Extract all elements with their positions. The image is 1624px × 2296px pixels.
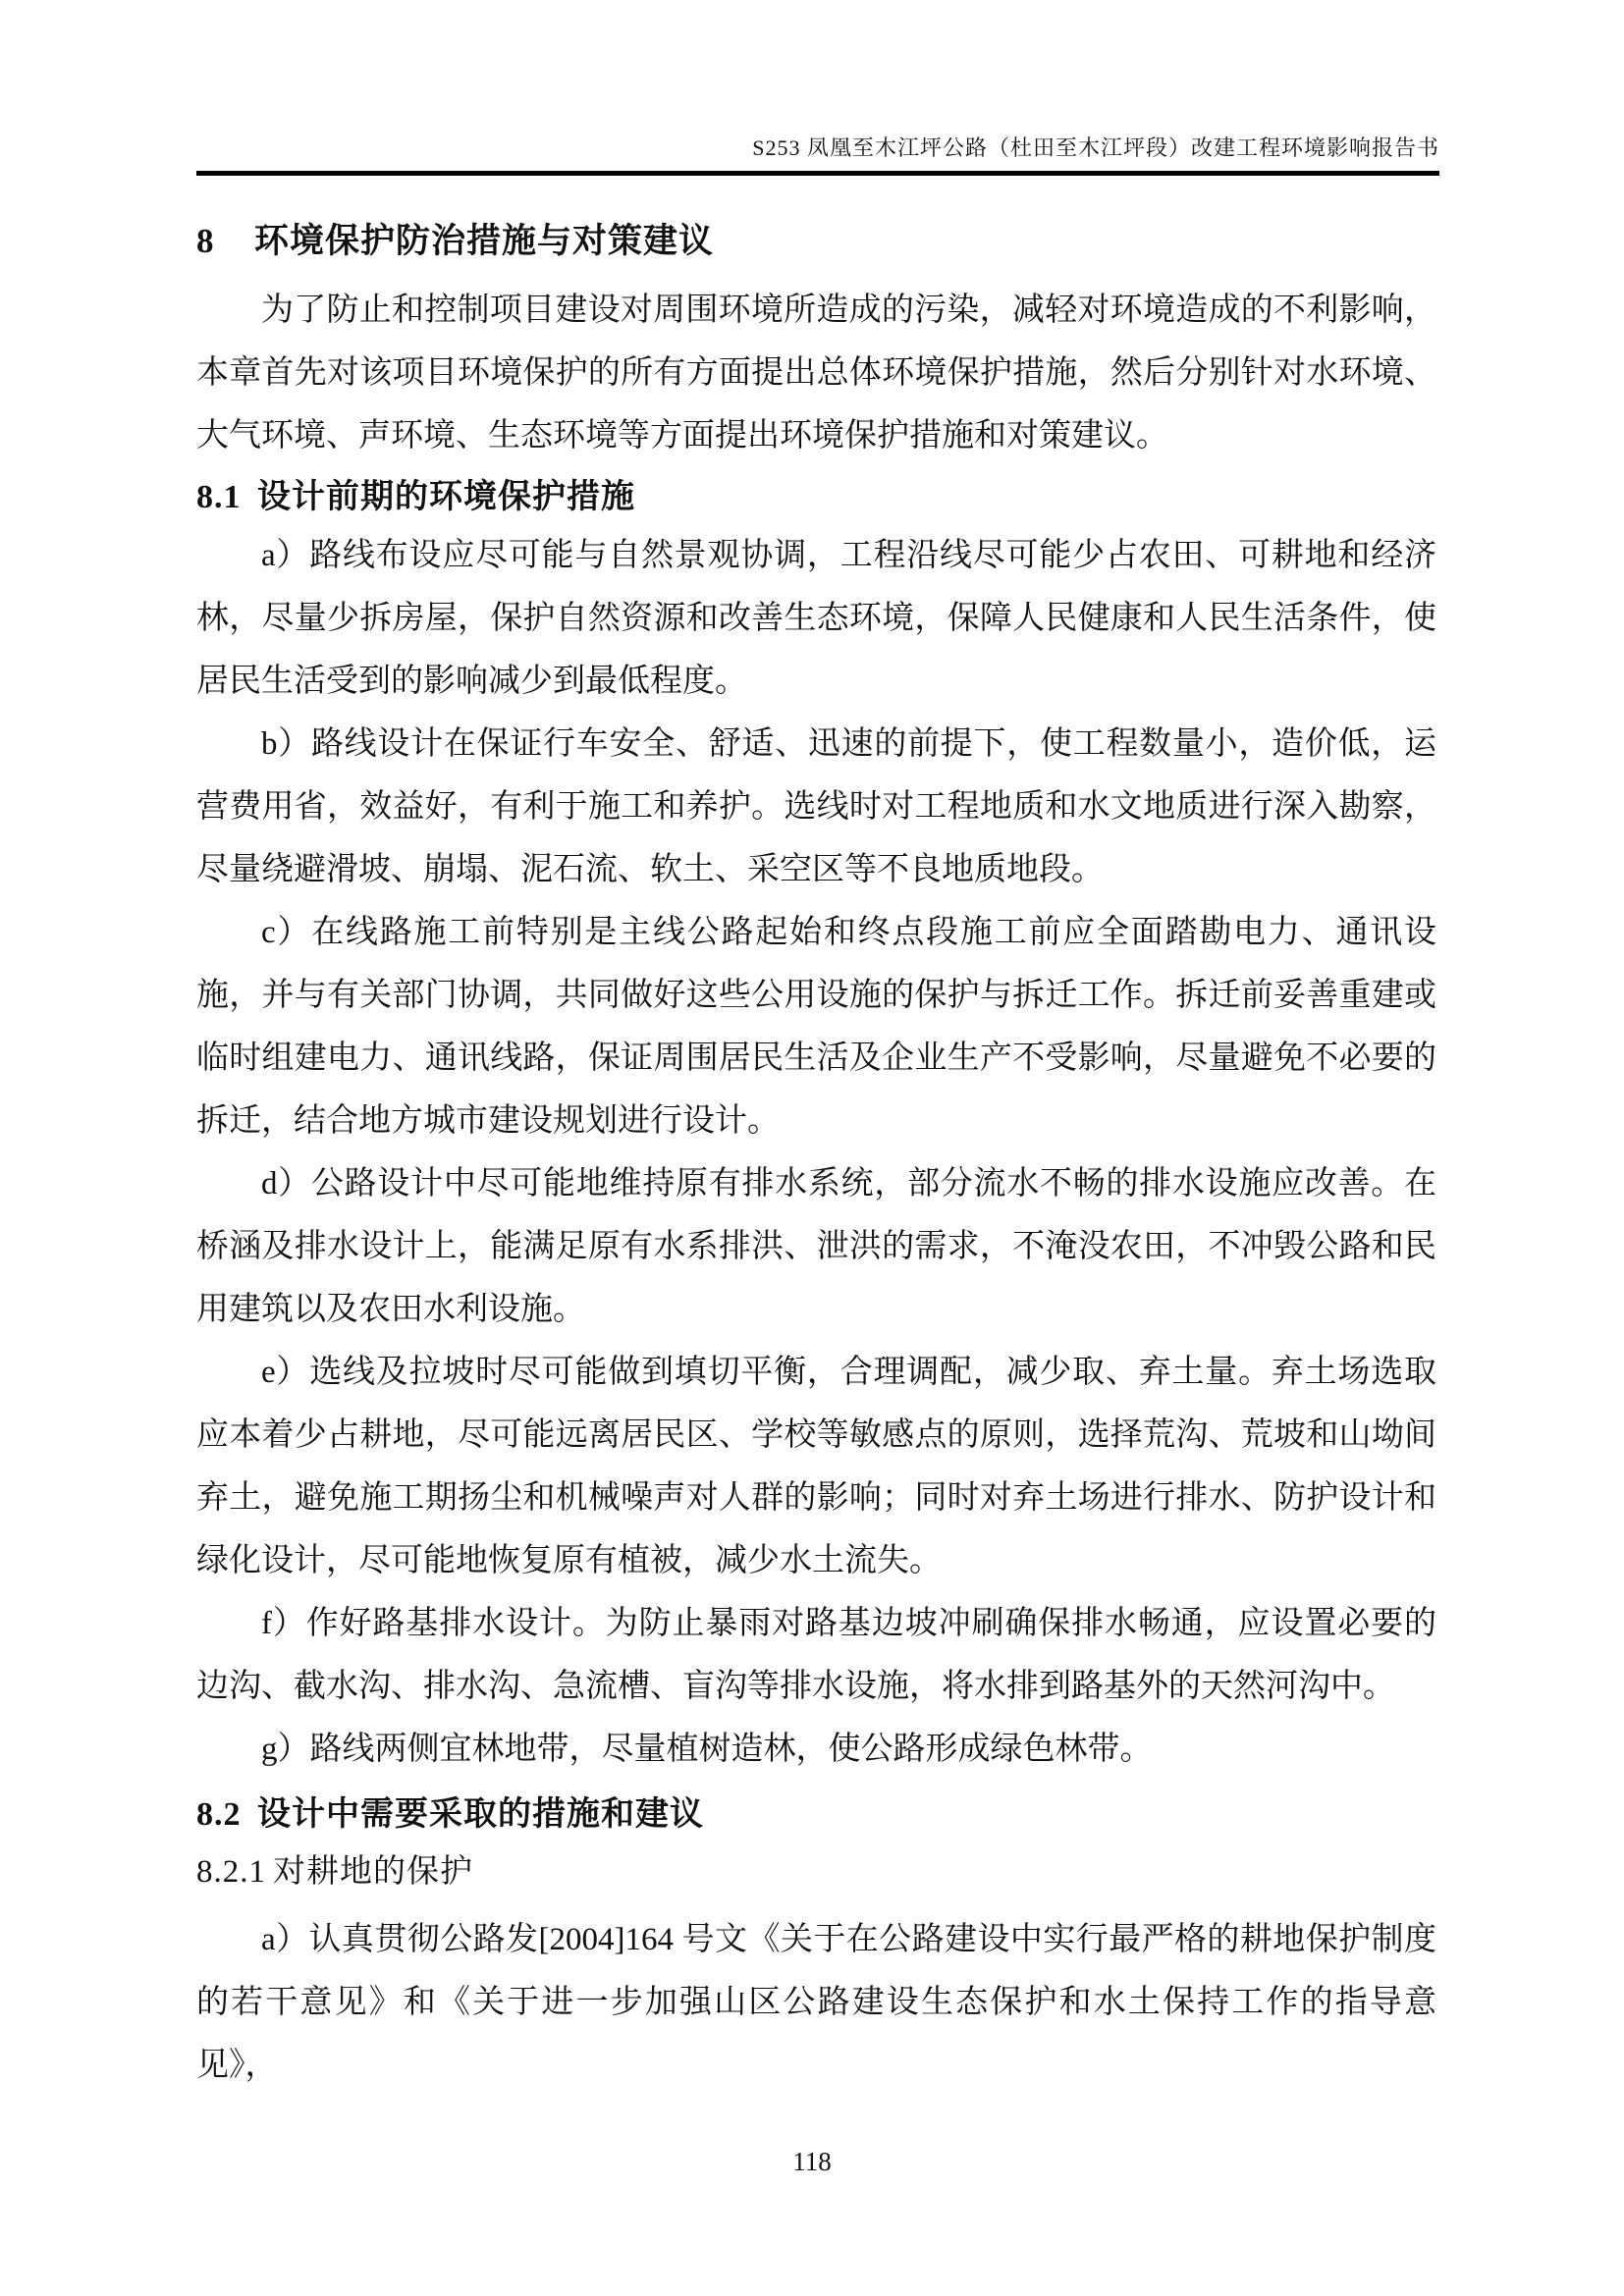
section-8-1-title-text: 设计前期的环境保护措施 xyxy=(257,479,635,515)
paragraph-item-g: g）路线两侧宜林地带，尽量植树造林，使公路形成绿色林带。 xyxy=(261,1732,1153,1767)
paragraph-item-f: f）作好路基排水设计。为防止暴雨对路基边坡冲刷确保排水畅通，应设置必要的边沟、截水沟、排水沟、急流槽、盲沟等排水设施，将水排到路基外的天然河沟中。 xyxy=(196,1606,1436,1704)
page-number: 118 xyxy=(792,2147,832,2176)
running-header: S253 凤凰至木江坪公路（杜田至木江坪段）改建工程环境影响报告书 xyxy=(196,133,1439,176)
paragraph-item-a-8-2-1: a）认真贯彻公路发[2004]164 号文《关于在公路建设中实行最严格的耕地保护制度的若干意见》和《关于进一步加强山区公路建设生态保护和水土保持工作的指导意见》， xyxy=(196,1922,1436,2083)
chapter-heading xyxy=(196,218,1436,265)
subsection-8-2-1-title-text: 对耕地的保护 xyxy=(273,1854,473,1890)
paragraph-item-d: d）公路设计中尽可能地维持原有排水系统，部分流水不畅的排水设施应改善。在桥涵及排水设计上，能满足原有水系排洪、泄洪的需求，不淹没农田，不冲毁公路和民用建筑以及农田水利设施。 xyxy=(196,1166,1436,1327)
chapter-title-text: 环境保护防治措施与对策建议 xyxy=(254,222,715,260)
section-heading-8-2 xyxy=(196,1792,1436,1838)
paragraph-item-c: c）在线路施工前特别是主线公路起始和终点段施工前应全面踏勘电力、通讯设施，并与有关部门协调，共同做好这些公用设施的保护与拆迁工作。拆迁前妥善重建或临时组建电力、通讯线路，保证周围居民生活及企业生产不受影响，尽量避免不必要的拆迁，结合地方城市建设规划进行设计。 xyxy=(196,915,1436,1139)
page-content xyxy=(196,218,1436,2097)
section-heading-8-1 xyxy=(196,475,1436,520)
subsection-heading-8-2-1 xyxy=(196,1849,1436,1895)
paragraph-item-e: e）选线及拉坡时尽可能做到填切平衡，合理调配，减少取、弃土量。弃土场选取应本着少占耕地，尽可能远离居民区、学校等敏感点的原则，选择荒沟、荒坡和山坳间弃土，避免施工期扬尘和机械噪声对人群的影响；同时对弃土场进行排水、防护设计和绿化设计，尽可能地恢复原有植被，减少水土流失。 xyxy=(196,1355,1436,1578)
chapter-number: 8 xyxy=(196,222,215,260)
section-8-2-title-text: 设计中需要采取的措施和建议 xyxy=(257,1796,704,1833)
subsection-8-2-1-number: 8.2.1 xyxy=(196,1854,266,1890)
intro-paragraph: 为了防止和控制项目建设对周围环境所造成的污染，减轻对环境造成的不利影响，本章首先对该项目环境保护的所有方面提出总体环境保护措施，然后分别针对水环境、大气环境、声环境、生态环境等方面提出环境保护措施和对策建议。 xyxy=(196,293,1436,454)
paragraph-item-a: a）路线布设应尽可能与自然景观协调，工程沿线尽可能少占农田、可耕地和经济林，尽量少拆房屋，保护自然资源和改善生态环境，保障人民健康和人民生活条件，使居民生活受到的影响减少到最低程度。 xyxy=(196,538,1436,699)
section-8-2-number: 8.2 xyxy=(196,1796,242,1833)
paragraph-item-b: b）路线设计在保证行车安全、舒适、迅速的前提下，使工程数量小，造价低，运营费用省，效益好，有利于施工和养护。选线时对工程地质和水文地质进行深入勘察，尽量绕避滑坡、崩塌、泥石流、软土、采空区等不良地质地段。 xyxy=(196,726,1436,887)
section-8-1-number: 8.1 xyxy=(196,479,242,515)
